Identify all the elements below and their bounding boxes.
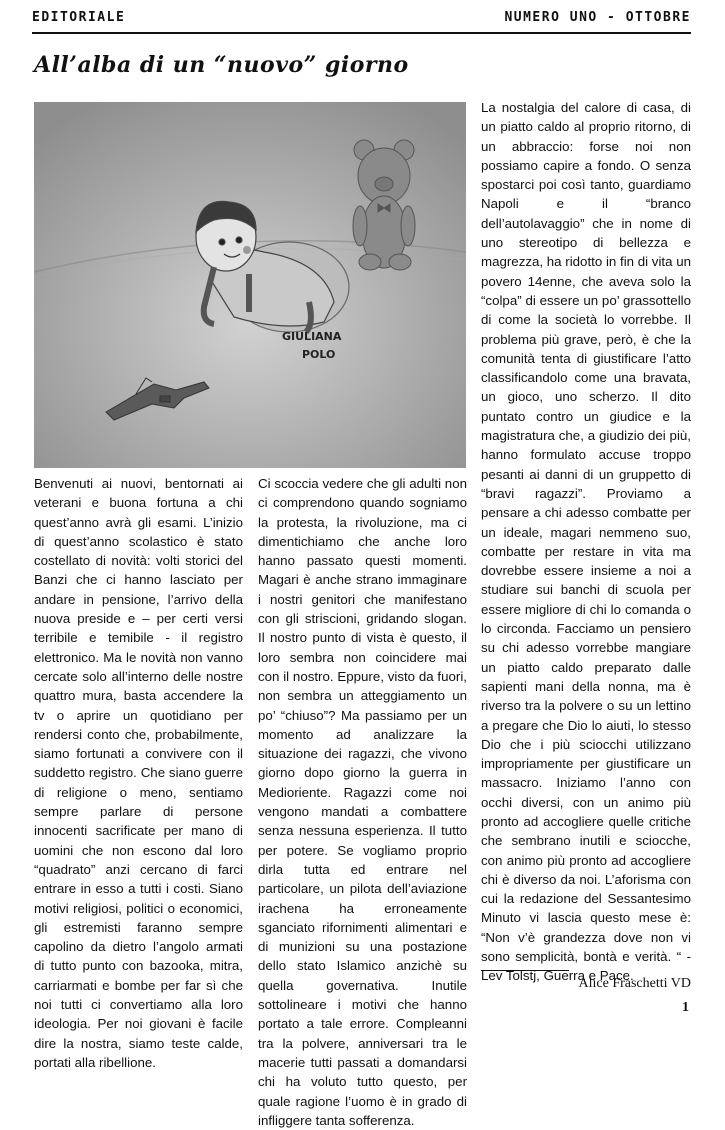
author-signature: Alice Fraschetti VD: [578, 976, 691, 991]
header-divider: [32, 32, 691, 34]
article-text: La nostalgia del calore di casa, di un piatto caldo al proprio ritorno, di un abbraccio: forse noi non possiamo capire a fondo. O senza spostarci poi così tanto, guardiamo Napoli e il “branco dell’autolavaggio” che in nome di uno stereotipo di bellezza e magrezza, ha ridotto in fin di vita un povero 14enne, che aveva solo la “colpa” di essere un po’ grassottello di come la società lo vorrebbe. Il problema più grave, però, è che la comunità tenta di giustificare l’atto classificandolo come una bravata, un gioco, uno scherzo. Il dito puntato contro un giudice e la magistratura che, a giudizio dei più, hanno formulato accuse troppo pesanti ai danni di un gruppetto di “bravi ragazzi”. Proviamo a pensare a chi adesso combatte per un ideale, magari nemmeno suo, combatte per restare in vita ma dovrebbe essere insieme a noi a studiare sui banchi di scuola per essere migliore di chi lo comanda o lo circonda. Facciamo un pensiero su chi adesso vorrebbe mangiare un piatto caldo preparato dalle sapienti mani della nonna, ma è riverso tra la polvere o su un lettino a pregare che Dio lo aiuti, lo stesso Dio che i più sciocchi utilizzano impropriamente per giustificare un massacro. Iniziamo l’anno con occhi diversi, con un animo più pronto ad accogliere quelle critiche che sembrano inutili e sciocche, con animo più pronto ad accogliere chi è diverso da noi. L’aforisma con cui la redazione del Sessantesimo Minuto vi lascia questo mese è: “Non v’è grandezza dove non vi sono semplicità, bontà e verità. “ -Lev Tolstj, Guerra e Pace.: [481, 100, 691, 984]
article-column-3: [481, 98, 691, 986]
page-number: 1: [682, 1000, 689, 1015]
svg-text:GIULIANA: GIULIANA: [282, 330, 342, 343]
issue-label: NUMERO UNO - OTTOBRE: [504, 10, 691, 25]
article-column-2: [258, 474, 467, 1130]
illustration-drawing: [34, 102, 466, 468]
article-illustration: [34, 102, 466, 468]
article-text: Ci scoccia vedere che gli adulti non ci comprendono quando sogniamo la protesta, la rivoluzione, ma ci dimentichiamo che anche loro hanno passato questi momenti. Magari è anche strano immaginare i nostri genitori che manifestano con gli striscioni, gridando slogan. Il nostro punto di vista è questo, il loro sembra non coincidere mai con il nostro. Eppure, visto da fuori, non sembra un atteggiamento un po’ “chiuso”? Ma passiamo per un momento ad analizzare la situazione dei ragazzi, che vivono giorno dopo giorno la guerra in Medioriente. Ragazzi come noi vengono mandati a combattere senza nessuna esperienza. Il tutto per potere. Se vogliamo proprio dirla tutta ed entrare nel particolare, un pilota dell’aviazione irachena ha erroneamente sganciato rifornimenti alimentari e di munizioni su una postazione dello stato Islamico anzichè su quella governativa. Inutile sottolineare i motivi che hanno portato a tale errore. Compleanni tra la polvere, anniversari tra le macerie tutti passati a domandarsi chi ha voluto tutto questo, per quale ragione l’uomo è in grado di infliggere tanta sofferenza.: [258, 476, 467, 1128]
article-column-1: [34, 474, 243, 1072]
article-text: Benvenuti ai nuovi, bentornati ai veterani e buona fortuna a chi quest’anno avrà gli esami. L’inizio di quest’anno scolastico è stato costellato di novità: volti storici del Banzi che ci hanno lasciato per andare in pensione, l’arrivo della nuova preside e – per certi versi terribile e temibile - il registro elettronico. Ma le novità non vanno cercate solo all’interno delle nostre quattro mura, basta accendere la tv o aprire un quotidiano per rendersi conto che, probabilmente, siamo fortunati a convivere con il suddetto registro. Che siano guerre di religione o meno, sentiamo sempre parlare di persone innocenti sacrificate per mano di uomini che non escono dal loro “quadrato” anzi cercano di farci entrare in esso a tutti i costi. Siano motivi religiosi, politici o economici, gli estremisti faranno sempre capolino da dietro l’angolo armati di tutto punto con bazooka, mitra, carriarmati e bombe per far sì che noi tutti ci convertiamo alla loro ideologia. Per noi giovani è facile dire la nostra, siamo teste calde, portati alla ribellione.: [34, 476, 243, 1070]
article-title: All’alba di un “nuovo” giorno: [34, 52, 409, 78]
signature-divider: [481, 970, 569, 971]
svg-text:POLO: POLO: [302, 348, 336, 361]
section-label: EDITORIALE: [32, 10, 126, 25]
